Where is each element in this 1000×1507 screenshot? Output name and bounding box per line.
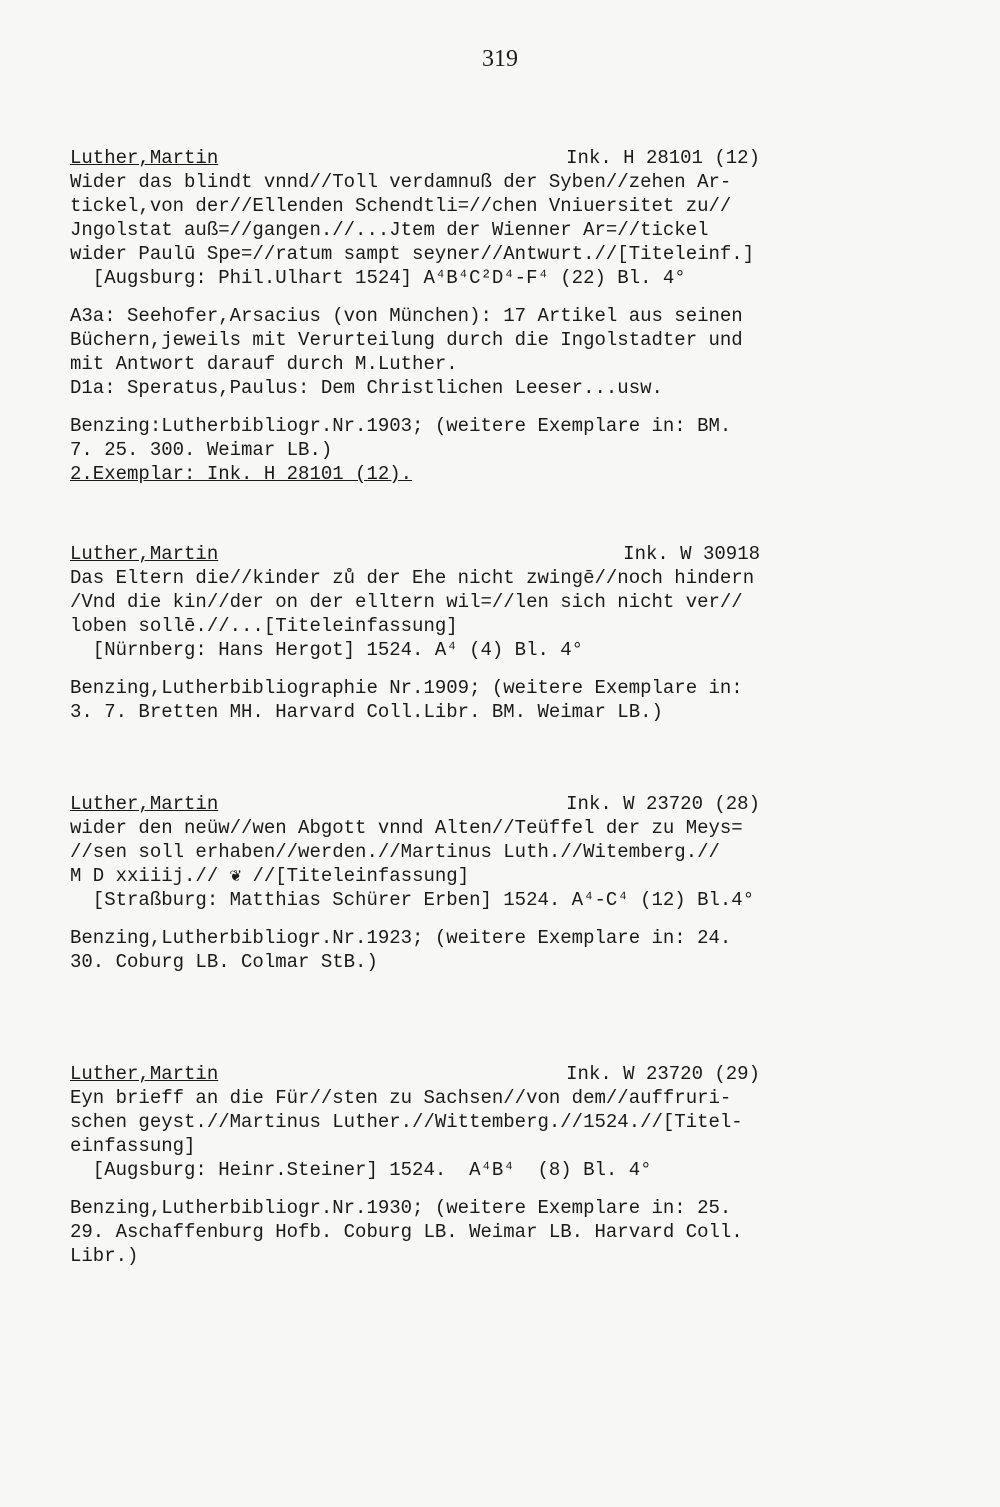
title-line: /Vnd die kin//der on der elltern wil=//len sich nicht ver// [70,591,743,613]
imprint-line: [Augsburg: Phil.Ulhart 1524] A⁴B⁴C²D⁴-F⁴ (22) Bl. 4° [70,267,686,289]
title-line: einfassung] [70,1135,196,1157]
entry-shelfmark: Ink. W 23720 (29) [566,1063,760,1085]
catalog-entry [70,146,815,486]
note-line: A3a: Seehofer,Arsacius (von München): 17 Artikel aus seinen [70,305,743,327]
title-line: Wider das blindt vnnd//Toll verdamnuß der Syben//zehen Ar- [70,171,732,193]
imprint-line: [Nürnberg: Hans Hergot] 1524. A⁴ (4) Bl. 4° [70,639,584,661]
title-line: M D xxiiij.// ❦ //[Titeleinfassung] [70,865,470,887]
note-line: D1a: Speratus,Paulus: Dem Christlichen Leeser...usw. [70,377,663,399]
second-copy-line: 2.Exemplar: Ink. H 28101 (12). [70,463,413,485]
entry-author: Luther,Martin [70,1063,219,1085]
entry-author: Luther,Martin [70,543,219,565]
title-line: tickel,von der//Ellenden Schendtli=//chen Vniuersitet zu// [70,195,732,217]
entry-author: Luther,Martin [70,793,219,815]
reference-line: Benzing,Lutherbibliogr.Nr.1923; (weitere Exemplare in: 24. [70,927,732,949]
reference-line: 29. Aschaffenburg Hofb. Coburg LB. Weimar LB. Harvard Coll. [70,1221,743,1243]
catalog-entry [70,1062,815,1268]
imprint-line: [Straßburg: Matthias Schürer Erben] 1524. A⁴-C⁴ (12) Bl.4° [70,889,755,911]
entry-shelfmark: Ink. W 23720 (28) [566,793,760,815]
title-line: wider den neüw//wen Abgott vnnd Alten//Teüffel der zu Meys= [70,817,743,839]
reference-line: Benzing,Lutherbibliogr.Nr.1930; (weitere Exemplare in: 25. [70,1197,732,1219]
title-line: Eyn brieff an die Für//sten zu Sachsen//von dem//auffruri- [70,1087,732,1109]
catalog-entry [70,792,815,974]
title-line: loben sollē.//...[Titeleinfassung] [70,615,458,637]
reference-line: Benzing:Lutherbibliogr.Nr.1903; (weitere Exemplare in: BM. [70,415,732,437]
note-line: mit Antwort darauf durch M.Luther. [70,353,458,375]
note-line: Büchern,jeweils mit Verurteilung durch die Ingolstadter und [70,329,743,351]
imprint-line: [Augsburg: Heinr.Steiner] 1524. A⁴B⁴ (8) Bl. 4° [70,1159,652,1181]
reference-line: Benzing,Lutherbibliographie Nr.1909; (weitere Exemplare in: [70,677,743,699]
title-line: schen geyst.//Martinus Luther.//Wittemberg.//1524.//[Titel- [70,1111,743,1133]
title-line: wider Paulū Spe=//ratum sampt seyner//Antwurt.//[Titeleinf.] [70,243,755,265]
title-line: //sen soll erhaben//werden.//Martinus Luth.//Witemberg.// [70,841,720,863]
reference-line: Libr.) [70,1245,139,1267]
title-line: Das Eltern die//kinder zů der Ehe nicht zwingē//noch hindern [70,567,755,589]
reference-line: 7. 25. 300. Weimar LB.) [70,439,333,461]
title-line: Jngolstat auß=//gangen.//...Jtem der Wienner Ar=//tickel [70,219,709,241]
page-number: 319 [482,46,518,72]
entry-shelfmark: Ink. W 30918 [623,543,760,565]
entry-author: Luther,Martin [70,147,219,169]
reference-line: 3. 7. Bretten MH. Harvard Coll.Libr. BM. Weimar LB.) [70,701,663,723]
catalog-entry [70,542,815,724]
entry-shelfmark: Ink. H 28101 (12) [566,147,760,169]
reference-line: 30. Coburg LB. Colmar StB.) [70,951,378,973]
